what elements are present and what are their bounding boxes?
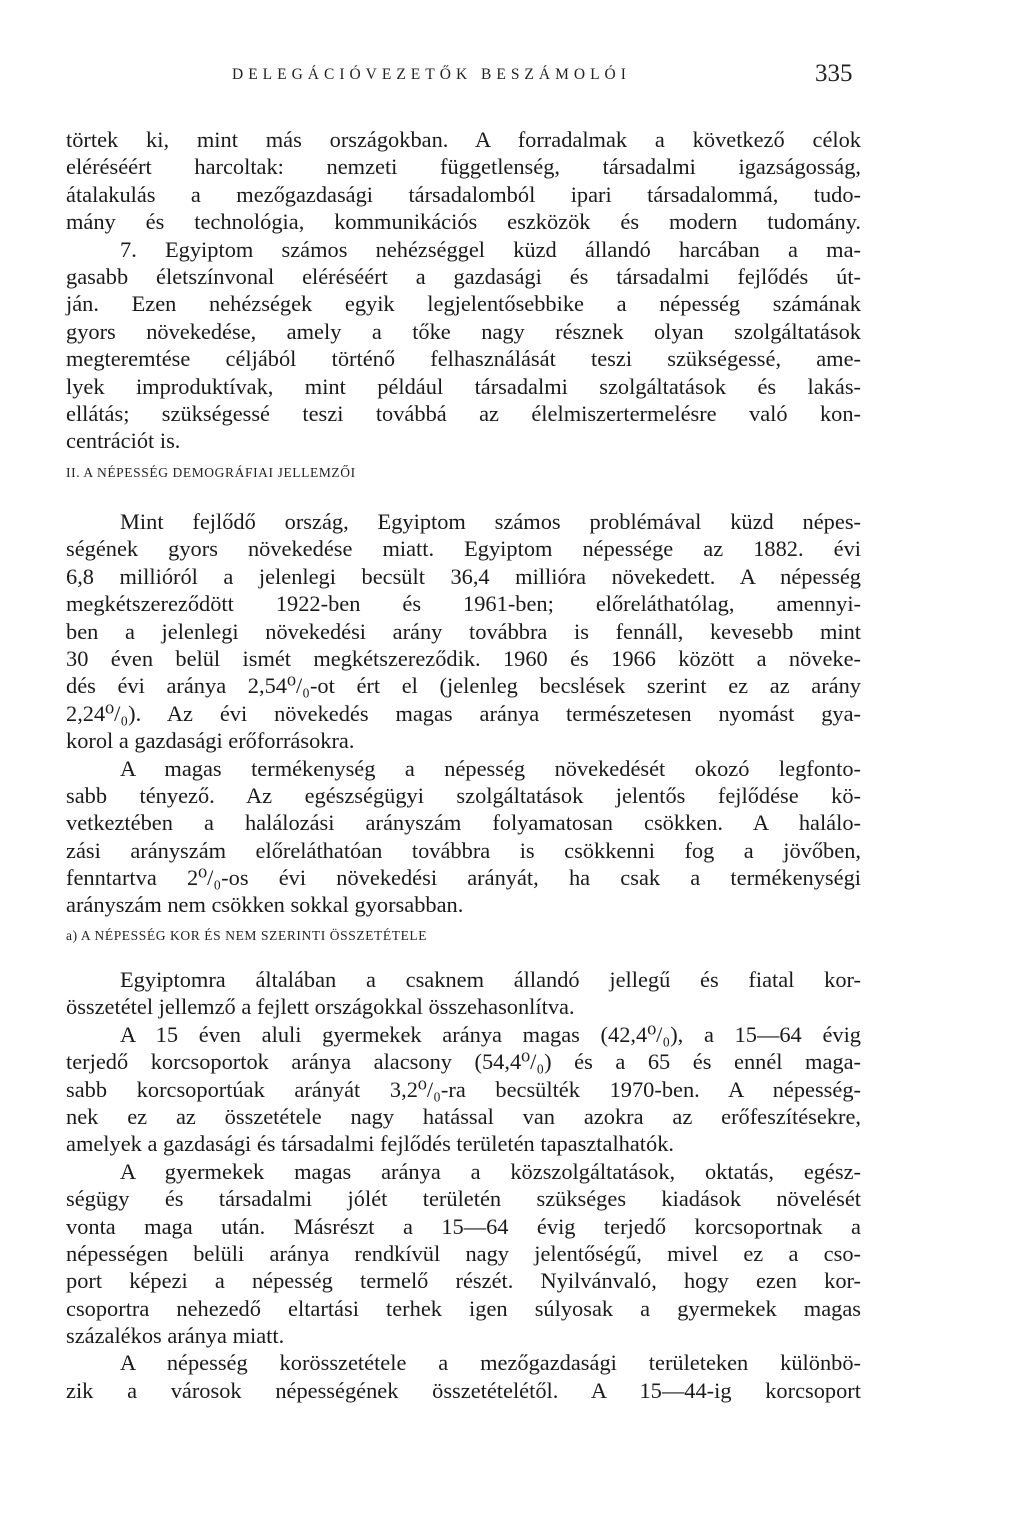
- text-line: összetétel jellemző a fejlett országokkal összehasonlítva.: [66, 994, 575, 1020]
- page-number: 335: [815, 60, 853, 87]
- text-line: vonta maga után. Másrészt a 15—64 évig terjedő korcsoportnak a: [66, 1213, 861, 1239]
- text-line: Mint fejlődő ország, Egyiptom számos problémával küzd népes-: [120, 509, 861, 534]
- text-line: zási arányszám előreláthatóan továbbra is csökkenni fog a jövőben,: [66, 837, 861, 863]
- text-line: ben a jelenlegi növekedési arány továbbra is fennáll, kevesebb mint: [66, 618, 861, 644]
- text-line: ségügy és társadalmi jólét területén szükséges kiadások növelését: [66, 1186, 861, 1212]
- demography-paragraphs: [66, 508, 861, 919]
- text-line: nek ez az összetétele nagy hatással van azokra az erőfeszítésekre,: [66, 1103, 861, 1129]
- text-line: 7. Egyiptom számos nehézséggel küzd állandó harcában a ma-: [120, 236, 861, 262]
- text-line: amelyek a gazdasági és társadalmi fejlődés területén tapasztalhatók.: [66, 1131, 675, 1157]
- text-line: sabb tényező. Az egészségügyi szolgáltatások jelentős fejlődése kö-: [66, 782, 861, 808]
- text-line: vetkeztében a halálozási arányszám folyamatosan csökken. A halálo-: [66, 810, 861, 836]
- running-head: DELEGÁCIÓVEZETŐK BESZÁMOLÓI: [232, 66, 631, 83]
- text-line: ségének gyors növekedése miatt. Egyiptom népessége az 1882. évi: [66, 536, 861, 562]
- text-line: megteremtése céljából történő felhasználását teszi szükségessé, ame-: [66, 346, 861, 372]
- text-line: lyek improduktívak, mint például társadalmi szolgáltatások és lakás-: [66, 373, 861, 399]
- text-line: mány és technológia, kommunikációs eszközök és modern tudomány.: [66, 209, 861, 235]
- text-line: centrációt is.: [66, 428, 181, 454]
- text-line: százalékos aránya miatt.: [66, 1323, 285, 1349]
- text-line: dés évi aránya 2,54⁰/₀-ot ért el (jelenleg becslések szerint ez az arány: [66, 673, 861, 699]
- text-line: fenntartva 2⁰/₀-os évi növekedési arányát, ha csak a termékenységi: [66, 865, 861, 891]
- text-line: ellátás; szükségessé teszi továbbá az élelmiszertermelésre való kon-: [66, 400, 861, 426]
- intro-paragraph: [66, 126, 861, 455]
- text-line: 6,8 millióról a jelenlegi becsült 36,4 millióra növekedett. A népesség: [66, 563, 861, 589]
- text-line: megkétszereződött 1922-ben és 1961-ben; előreláthatólag, amennyi-: [66, 591, 861, 617]
- text-line: arányszám nem csökken sokkal gyorsabban.: [66, 892, 464, 918]
- text-line: A népesség korösszetétele a mezőgazdasági területeken különbö-: [120, 1350, 861, 1376]
- text-line: A gyermekek magas aránya a közszolgáltatások, oktatás, egész-: [120, 1158, 861, 1184]
- text-line: népességen belüli aránya rendkívül nagy jelentőségű, mivel ez a cso-: [66, 1240, 861, 1266]
- text-line: átalakulás a mezőgazdasági társadalomból ipari társadalommá, tudo-: [66, 181, 861, 207]
- text-line: A magas termékenység a népesség növekedését okozó legfonto-: [120, 755, 861, 781]
- text-line: sabb korcsoportúak arányát 3,2⁰/₀-ra becsülték 1970-ben. A népesség-: [66, 1076, 861, 1102]
- text-line: törtek ki, mint más országokban. A forradalmak a következő célok: [66, 127, 861, 152]
- text-line: port képezi a népesség termelő részét. Nyilvánvaló, hogy ezen kor-: [66, 1268, 861, 1294]
- text-line: Egyiptomra általában a csaknem állandó jellegű és fiatal kor-: [120, 967, 861, 992]
- text-line: eléréséért harcoltak: nemzeti függetlenség, társadalmi igazságosság,: [66, 154, 861, 180]
- text-line: A 15 éven aluli gyermekek aránya magas (42,4⁰/₀), a 15—64 évig: [120, 1021, 861, 1047]
- text-line: terjedő korcsoportok aránya alacsony (54,4⁰/₀) és a 65 és ennél maga-: [66, 1049, 861, 1075]
- age-sex-paragraphs: [66, 966, 861, 1404]
- text-line: 30 éven belül ismét megkétszereződik. 1960 és 1966 között a növeke-: [66, 645, 861, 671]
- section-heading-demography: II. A NÉPESSÉG DEMOGRÁFIAI JELLEMZŐI: [66, 465, 356, 480]
- section-heading-age-sex: a) A NÉPESSÉG KOR ÉS NEM SZERINTI ÖSSZETÉTELE: [66, 928, 428, 943]
- text-line: 2,24⁰/₀). Az évi növekedés magas aránya természetesen nyomást gya-: [66, 700, 861, 726]
- text-line: ján. Ezen nehézségek egyik legjelentősebbike a népesség számának: [66, 291, 861, 317]
- text-line: korol a gazdasági erőforrásokra.: [66, 728, 355, 754]
- text-line: csoportra nehezedő eltartási terhek igen súlyosak a gyermekek magas: [66, 1295, 861, 1321]
- text-line: gyors növekedése, amely a tőke nagy résznek olyan szolgáltatások: [66, 318, 861, 344]
- text-line: gasabb életszínvonal eléréséért a gazdasági és társadalmi fejlődés út-: [66, 263, 861, 289]
- text-line: zik a városok népességének összetételétől. A 15—44-ig korcsoport: [66, 1377, 861, 1403]
